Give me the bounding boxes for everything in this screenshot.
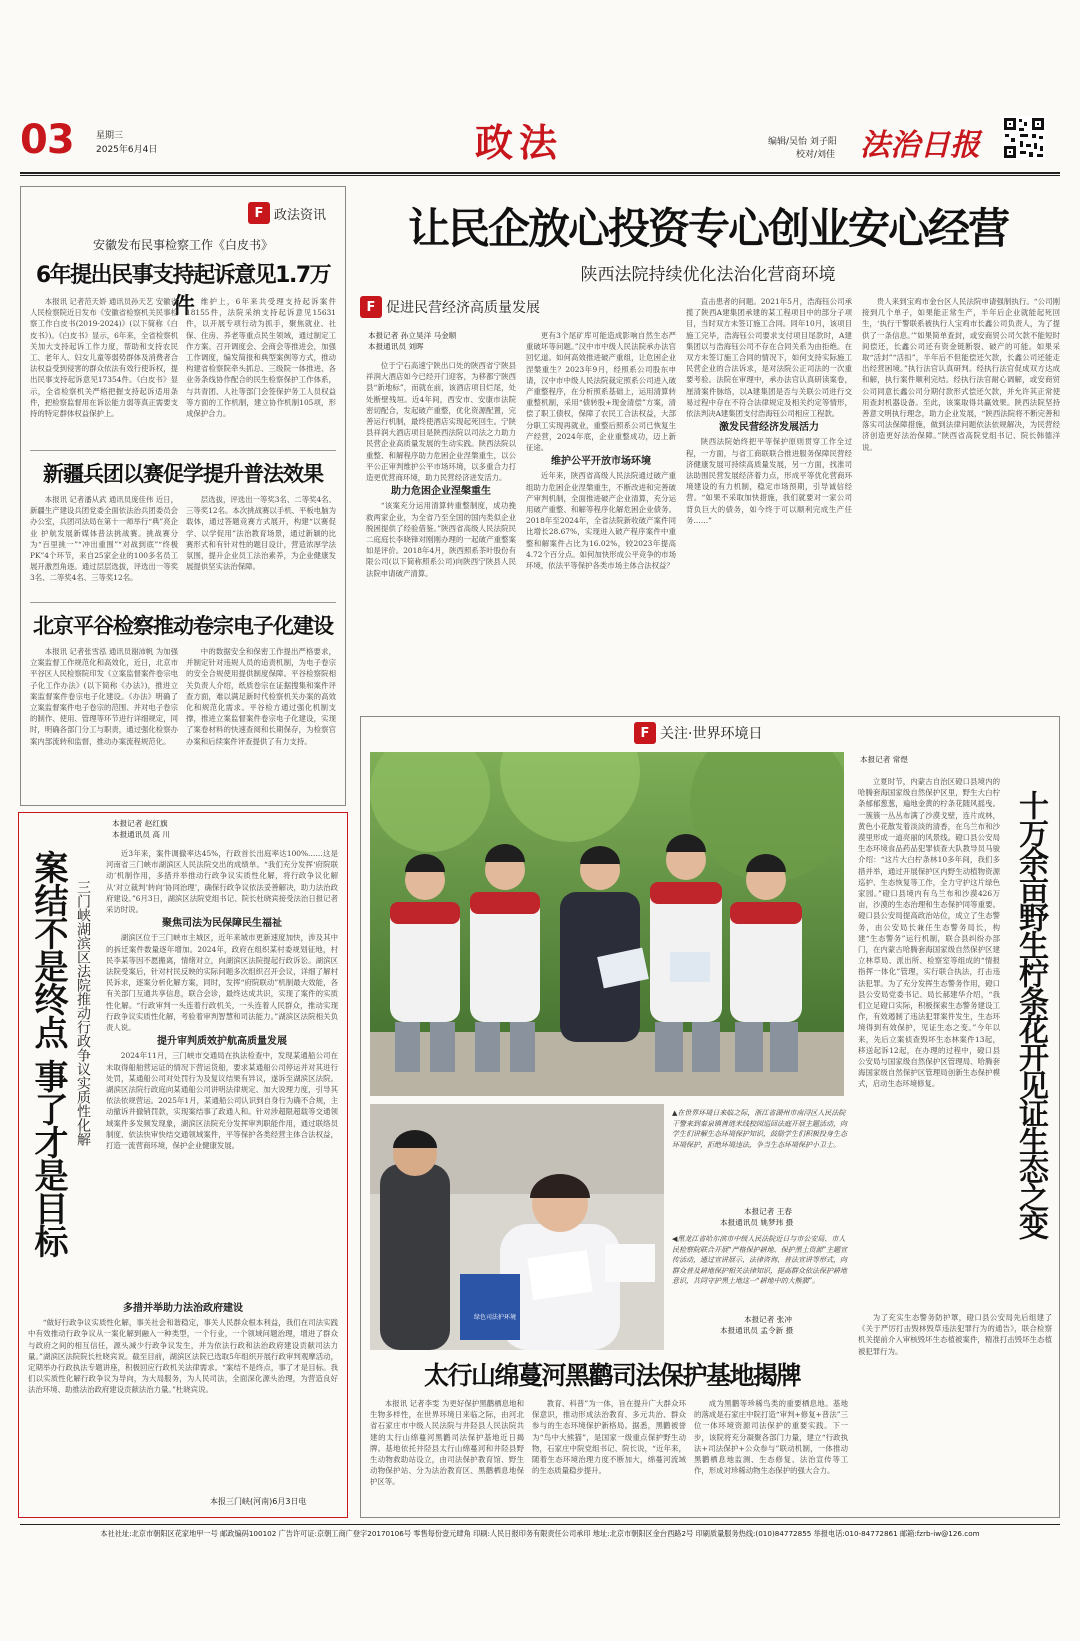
- fazhi-logo-icon: F: [634, 722, 656, 744]
- brief-1-col-2: 维护上，6年来共受理支持起诉案件18155件，法院采纳支持起诉意见15631件，以开展专项行动为抓手，聚焦就业、社保、住房、养老等重点民生领域，通过制定工作方案、召开调度会、会商会等推进会，加强工作调度，编发简报和典型案例等方式，推动构建省检察院牵头抓总、三级院一体推进、各业务条线协作配合的民生检察保护工作体系，与共青团、人社等部门会签保护务工人员权益等方面的工作机制，建立协作机制105项，形成保护合力。: [186, 297, 336, 419]
- brief-3-title: 北京平谷检察推动卷宗电子化建设: [33, 614, 333, 638]
- top-story-byline: [368, 330, 456, 352]
- editors-line-1: 编辑/吴怡 刘子阳: [768, 137, 837, 147]
- masthead-rule-thin: [20, 175, 1060, 176]
- brief-2-col-2: 层选拔，评选出一等奖3名、二等奖4名、三等奖12名。本次挑战赛以手机、平板电脑为载体，通过答题竞赛方式展开，构建“以赛促学、以学促用”法治教育场景，通过新颖的比赛形式和有针对性的题目设计，营造浓厚学法氛围，提升企业员工法治素养，为企业健康发展提供坚实法治保障。: [186, 495, 336, 572]
- feature-title: 案结不是终点 事了才是目标: [28, 850, 68, 1257]
- subhead: 维护公平开放市场环境: [551, 456, 651, 468]
- qr-code-icon: [1002, 116, 1046, 160]
- top-story-subtitle: 陕西法院持续优化法治化营商环境: [580, 265, 836, 285]
- issue-date: 2025年6月4日: [96, 145, 158, 155]
- env-right-lower-text: 为了充实生态警务防护罩，磴口县公安局先后组建了《关于严厉打击毁林毁草违法犯罪行为的通告》，联合检察机关提前介入审核毁坏生态植被案件，精准打击毁坏生态植被犯罪行为。: [858, 1313, 1052, 1356]
- photo-flyers: [370, 1104, 664, 1350]
- divider: [30, 450, 336, 451]
- news-briefs-tag: F 政法资讯: [248, 202, 326, 224]
- subhead: 提升审判质效护航高质量发展: [157, 1036, 287, 1048]
- footer-info: 本社社址:北京市朝阳区花家地甲一号 邮政编码100102 广告许可证:京朝工商广登字20170106号 零售每份壹元肆角 印刷:人民日报印务有限责任公司承印 地址:北京市朝阳区金台西路2号 印刷质量服务热线:(010)84772855 举报电话:010-84772861 邮箱:fzrb-iw@126.com: [100, 1529, 980, 1538]
- photo-students: [370, 752, 844, 1096]
- top-story-col-3: 直击患者的问题。2021年5月，浩海钰公司承揽了陕西A建集团承建的某工程项目中的部分子项目，当时双方未签订施工合同。同年10月，该项目施工完毕，浩海钰公司要求支付项目尾款时，A建集团以与浩海钰公司不存在合同关系为由拒绝。在双方未签订施工合同的情况下，如何支持实际施工民营企业的合法诉求，是对法院公正司法的一次重要考验。法院在审理中，承办法官认真研读案卷，厘清案件脉络，以A建集团是否与关联公司进行交易过程中存在不符合法律规定及相关约定等情形，依法判决A建集团支付浩海钰公司相应工程款。 激发民营经济发展活力 陕西法院始终把平等保护原则贯穿工作全过程，一方面，与省工商联联合推进服务保障民营经济健康发展可持续高质量发展，另一方面，找准司法助围民营发展经济着力点，形成平等优化营商环境建设的有力机制，稳定市场预期，引导诚信经营。“如果不采取加快措施，我们就要对一家公司背负巨大的债务，如今终于可以顺利完成生产任务……”: [686, 297, 852, 525]
- black-stork-col-2: 教育、科普”为一体，旨在提升广大群众环保意识，推动形成法治教育、多元共治、群众参与的生态环境保护新格局。据悉，黑鹳被誉为“鸟中大熊猫”，是国家一级重点保护野生动物，石家庄中院党组书记、院长说，“近年来，随着生态环境治理力度不断加大，绵蔓河流域的生态质量稳步提升。: [532, 1399, 686, 1476]
- masthead: [20, 112, 1060, 172]
- env-right-upper-text: 立夏时节，内蒙古自治区磴口县境内的哈腾套海国家级自然保护区里，野生大白柠条郁郁葱葱，遍地金黄的柠条花随风摇曳。一簇簇一丛丛布满了沙漠戈壁，连片成林，黄色小花散发着淡淡的清香，在乌兰布和沙漠里形成一道亮丽的风景线。磴口县公安局生态环境食品药品犯罪侦查大队教导员马骏介绍：“这片大白柠条林10多年间，我们多措并举，通过开展保护区内野生动植物资源巡护、生态恢复等工作，全力守护这片绿色家园。”磴口县境内有乌兰布和沙漠426万亩，沙漠的生态治理和生态保护同等重要。磴口县公安局提高政治站位，成立了生态警务，由公安局长兼任生态警务局长，构建“生态警务”运行机制，联合县纠纷办部门，在内蒙古哈腾套海国家级自然保护区建立林草局、派出所、检察室等组成的“情报指挥一体化”管理，实行联合执法，打击违法犯罪。为了充分发挥生态警务作用，磴口县公安局党委书记、局长郝建华介绍，“我们立足磴口实际，积极探索生态警务建设工作，有效遏制了违法犯罪案件发生，生态环境得到有效保护，见证生态之变。”今年以来，先后立案侦查毁坏生态林案件13起，移送起诉12起，在办理的过程中，磴口县公安局与国家级自然保护区管理局、哈腾套海国家级自然保护区管理局创新生态保护模式，启动生态环境修复。: [858, 777, 1000, 1089]
- black-stork-col-1: 本报讯 记者李雯 为更好保护黑鹳栖息地和生物多样性，在世界环境日来临之际，由河北省石家庄市中级人民法院与井陉县人民法院共建的太行山绵蔓河黑鹳司法保护基地近日揭牌。基地依托井陉县太行山绵蔓河和井陉县野生动物救助站设立，由司法保护教育馆、野生动物保护站、分为法治教育区、黑鹳栖息地保护区等。: [370, 1399, 524, 1487]
- top-story-col-4: 贵人来到宝鸡市金台区人民法院申请强制执行。“公司刚接到几个单子，如果能正常生产，半年后企业就能起死回生，‘执行干警联系被执行人宝鸡市长鑫公司负责人，为了提供了一条信息。’”如果简单查封，或安商贸公司欠款不能短时间偿还，长鑫公司还有资金链断裂、破产的可能。如果采取“活封”“活扣”，半年后不但能偿还欠款，长鑫公司还能走出经营困境。”执行法官认真研判。经执行法官促成双方达成和解，执行案件顺利完结。经执行法官耐心调解，或安商贸公司同意长鑫公司分期付款形式偿还欠款，并允许其正常使用查封机器设备。至此，该案取得共赢效果。陕西法院坚持善意文明执行理念，助力企业发展，“陕西法院将不断完善和落实司法保障措施，做到法律问题依法依规解决，为民营经济创造更好法治保障。”陕西省高院党组书记、院长韩德洋说。: [862, 297, 1060, 452]
- top-story-col-1: 位于宁石高速宁陕出口处的陕西省宁陕县祥润大酒店如今已经开门迎客，为移都宁陕西县“新地标”，而就在前，该酒店项目烂尾，处处断壁残垣。近4年间，西安市、安康市法院密切配合，发起破产重整，优化资源配置，完善运行机制，最终使酒店实现起死回生。宁陕县祥润大酒店项目是陕西法院以司法之力助力民营企业高质量发展的生动实践。陕西法院以重整、和解程序助力危困企业涅槃重生，以公平公正审判维护公平市场环境，以多重合力打造更优营商环境，助力民营经济迸发活力。 助力危困企业涅槃重生 “该案充分运用清算转重整制度，成功挽救两家企业，为全省乃至全国的国内类似企业脱困提供了经验借鉴。”陕西省高级人民法院民二庭庭长李晓锋对刚刚办理的一起破产重整案如是评价。2018年4月，陕西照系茶叶股份有限公司(以下简称照系公司)向陕西宁陕县人民法院申请破产清算。: [366, 361, 516, 578]
- subhead: 激发民营经济发展活力: [719, 422, 819, 434]
- feature-subtitle: 三门峡湖滨区法院推动行政争议实质性化解: [75, 880, 91, 1146]
- black-stork-col-3: 成为黑鹳等珍稀鸟类的重要栖息地。基地的落成是石家庄中院打造“审判+修复+普法”三位一体环境资源司法保护的重要实践。下一步，该院将充分凝聚各部门力量，建立“行政执法+司法保护+公众参与”联动机制，一体推动黑鹳栖息地监测、生态修复、法治宣传等工作，形成对珍稀动物生态保护的强大合力。: [694, 1399, 848, 1476]
- black-stork-title: 太行山绵蔓河黑鹳司法保护基地揭牌: [423, 1361, 800, 1390]
- editors-line-2: 校对/刘佳: [796, 150, 836, 160]
- top-story-title: 让民企放心投资专心创业安心经营: [407, 204, 1008, 253]
- byline-correspondent: 本报通讯员 高 川: [112, 830, 170, 839]
- weekday: 星期三: [96, 131, 124, 141]
- subhead: 聚焦司法为民保障民生福祉: [162, 918, 282, 930]
- fazhi-logo-icon: F: [360, 296, 382, 318]
- top-story-col-2: 更有3个尾矿库可能造成影响自然生态严重破坏等问题。”汉中市中级人民法院承办法官回忆道。如何高效推进破产重组，让危困企业涅槃重生？2023年9月，经照系公司股东申请，汉中市中级人民法院裁定照系公司进入破产重整程序，在分析照系基础上，运用清算转重整机制，采用“债转股+现金清偿”方案，清偿了职工债权，保障了农民工合法权益，大部分职工实现再就业，重整后照系公司已恢复生产经营，2024年底，企业重整成功，迈上新征途。 维护公平开放市场环境 近年来，陕西省高级人民法院通过破产重组助力危困企业涅槃重生，不断改进和完善破产审判机制，全面推进破产企业清算，充分运用破产重整、和解等程序化解危困企业债务。2018年至2024年，全省法院新收破产案件同比增长28.67%，实现进入破产程序案件中重整和解案件占比为16.02%，较2023年提高4.72个百分点。如何加快形成公平竞争的市场环境，依法平等保护各类市场主体合法权益？: [526, 331, 676, 571]
- photo-2-caption: ◀黑龙江省哈尔滨市中级人民法院近日与市公安局、市人民检察院联合开展“严格保护耕地、保护黑土资源”主题宣传活动，通过宣讲展示、法律咨询、普法宣讲等形式，向群众普及耕地保护相关法律知识，提高群众依法保护耕地意识，共同守护黑土地这一“耕地中的大熊猫”。: [672, 1235, 848, 1285]
- env-tag: F 关注·世界环境日: [634, 722, 762, 744]
- brief-3-col-2: 中的数据安全和保密工作提出严格要求，并制定针对违规人员的追责机制，为电子卷宗的安全合规使用提供制度保障。平谷检察院相关负责人介绍，纸质卷宗在证据搜集和案件评查方面，难以满足新时代检察机关办案的高效化和规范化需求。平谷检方通过强化机制支撑，推进立案监督案件卷宗电子化建设，实现了案卷材料的快速查阅和长期保存，为检察官办案和后续案件评查提供了有力支持。: [186, 647, 336, 746]
- subhead: 多措并举助力法治政府建设: [123, 1303, 243, 1314]
- env-right-byline: 本报记者 常煜: [860, 755, 908, 764]
- poster-caption: 绿色司法护环境: [473, 1314, 516, 1321]
- triangle-up-icon: ▲: [672, 1109, 678, 1117]
- divider: [30, 602, 336, 603]
- brief-1-kicker: 安徽发布民事检察工作《白皮书》: [92, 238, 273, 252]
- brief-2-col-1: 本报讯 记者潘从武 通讯员庞佳伟 近日，新疆生产建设兵团党委全面依法治兵团委员会办公室，兵团司法局在第十一师举行“典”亮企业 护航发展新媒体普法挑战赛。挑战赛分为“百里挑一”“冲出重围”“对战到底”“终极PK”4个环节，来自25家企业的100多名员工展开激烈角逐。通过层层选拔，评选出一等奖3名、二等奖4名、三等奖12名。: [30, 495, 178, 583]
- top-story-tag: F 促进民营经济高质量发展: [360, 296, 540, 318]
- feature-lower-text: 多措并举助力法治政府建设 “做好行政争议实质性化解，事关社会和谐稳定，事关人民群众根本利益，我们在司法实践中有效推动行政争议从一案化解到融入一种类型，一个行业，一个领域问题治理，增进了群众与政府之间的相互信任，源头减少行政争议发生，并为依法行政和法治政府建设贡献司法力量。”湖滨区法院院长杜晓宾说。截至目前，湖滨区法院已选取5年组织开展行政审判观摩活动，定期举办行政执法专题讲座，积极回应行政机关法律需求。“案结不是终点，事了才是目标。我们以实质性化解行政争议为导向，为大局服务，为人民司法，全面深化源头治理，为营造良好法治环境、助推法治政府建设贡献法治力量。”杜晓宾说。: [28, 1303, 338, 1395]
- brief-1-title: 6年提出民事支持起诉意见1.7万件: [35, 263, 331, 319]
- feature-byline: [112, 818, 170, 840]
- students-photo-illustration: [370, 752, 844, 1096]
- page-number: 03: [20, 117, 74, 163]
- env-right-title: 十万余亩野生柠条花开见证生态之变: [1013, 790, 1048, 1238]
- photo-2-credit: 本报记者 张冲 本报通讯员 孟令新 摄: [720, 1315, 794, 1335]
- subhead: 助力危困企业涅槃重生: [391, 486, 491, 498]
- photo-1-credit: 本报记者 王春 本报通讯员 姚梦玮 摄: [720, 1207, 794, 1227]
- brief-2-title: 新疆兵团以赛促学提升普法效果: [43, 462, 323, 486]
- triangle-left-icon: ◀: [672, 1235, 678, 1243]
- byline-reporter: 本报记者 孙立昊洋 马金顺: [368, 331, 457, 340]
- feature-dateline: 本报三门峡(河南)6月3日电: [210, 1497, 307, 1506]
- section-title: 政法: [475, 120, 564, 165]
- byline-correspondent: 本报通讯员 刘晖: [368, 342, 424, 351]
- feature-upper-text: 近3年来，案件调撤率达45%，行政首长出庭率达100%……这是河南省三门峡市湖滨区人民法院交出的成绩单。“我们充分发挥‘府院联动’机制作用，多措并举推动行政争议实质性化解，将行政争议化解从‘对立裁判’转向‘协同治理’，确保行政争议依法妥善解决，助力法治政府建设。”6月3日，湖滨区法院党组书记、院长杜晓宾接受法治日报记者采访时说。 聚焦司法为民保障民生福祉 湖滨区位于三门峡市主城区，近年来城市更新速度加快，涉及其中的拆迁案件数量逐年增加。2024年，政府在组织某村委规划征地，村民李某等因不愿搬离，情绪对立，向湖滨区法院提起行政诉讼。湖滨区法院受案后，针对村民反映的实际问题多次组织召开会议，详细了解村民诉求，逐案分析化解方案，同时，发挥“府院联动”机制最大效能，各有关部门互通共享信息，联合会诊，最终达成共识，实现了案件的实质性化解。“行政审判一头连着行政机关，一头连着人民群众，推动实现行政争议实质性化解，考验着审判智慧和司法能力。”湖滨区法院相关负责人说。 提升审判质效护航高质量发展 2024年11月，三门峡市交通局在执法检查中，发现某通船公司在未取得船舶营运证的情况下营运货船，要求某通船公司停运并对其进行处罚，某通船公司对处罚行为及复议结果有异议，遂诉至湖滨区法院。湖滨区法院行政庭向某通船公司讲明法律规定、加大说理力度，引导其依法依规营运。2025年1月，某通船公司认识到自身行为确不合规，主动撤诉并撤销罚款，实现案结事了政通人和。针对涉超限超载等交通领域案件多发频发现象，湖滨区法院充分发挥审判职能作用，通过联络员制度、依法快审快结交通领域案件，平等保护各类经营主体合法权益，打造一流营商环境，保护企业健康发展。: [106, 849, 338, 1151]
- brief-3-col-1: 本报讯 记者张雪泓 通讯员谢沛帆 为加强立案监督工作规范化和高效化，近日，北京市平谷区人民检察院印发《立案监督案件卷宗电子化工作办法》(以下简称《办法》)，推进立案监督案件卷宗电子化建设。《办法》明确了立案监督案件电子卷宗的范围、并对电子卷宗的制作、使用、管理等环节进行详细规定，同时，明确各部门分工与职责，通过强化检察办案内部流转和监督，推动办案流程规范化。: [30, 647, 178, 746]
- brief-1-col-1: 本报讯 记者范天娇 通讯员孙天艺 安徽省人民检察院近日发布《安徽省检察机关民事检察工作白皮书(2019-2024)》(以下简称《白皮书》)。《白皮书》显示，6年来，全省检察机关加大支持起诉工作力度，帮助和支持农民工、老年人、妇女儿童等弱势群体及消费者合法权益受到侵害的群众依法有效行使诉权，提出民事支持起诉意见17354件。《白皮书》显示，全省检察机关严格把握支持起诉适用条件，把检察监督用在诉讼能力弱等真正需要支持的特定群体权益保护上。: [30, 297, 178, 419]
- photo-1-caption: ▲在世界环境日来临之际，浙江省湖州市南浔区人民法院干警来到秦泉镇善琏米线校园巡回法庭开展主题活动，向学生们讲解生态环境保护知识，鼓励学生们积极投身生态环境保护，拒绝环境违法，争当生态环境保护小卫士。: [672, 1109, 847, 1149]
- masthead-rule: [20, 172, 1060, 174]
- fazhi-logo-icon: F: [248, 202, 270, 224]
- paper-logo: 法治日报: [860, 128, 980, 163]
- footer-rule: [20, 1524, 1060, 1525]
- byline-reporter: 本报记者 赵红旗: [112, 819, 168, 828]
